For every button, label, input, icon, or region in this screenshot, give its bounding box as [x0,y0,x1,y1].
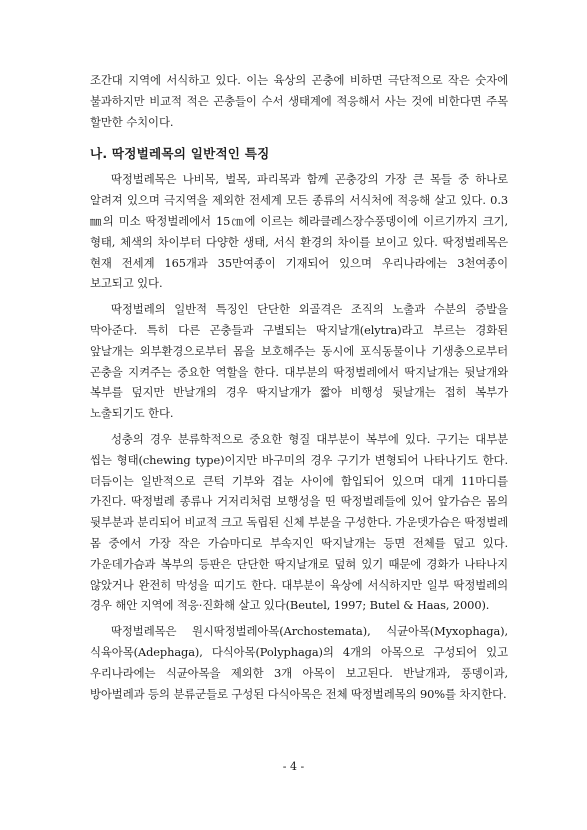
page-content [90,70,508,704]
body-paragraph-2: 딱정벌레의 일반적 특징인 단단한 외골격은 조직의 노출과 수분의 증발을 막아준다. 특히 다른 곤충들과 구별되는 딱지날개(elytra)라고 부르는 경화된 앞날개는 외부환경으로부터 몸을 보호해주는 동시에 포식동물이나 기생충으로부터 곤충을 지켜주는 중요한 역할을 한다. 대부분의 딱정벌레에서 딱지날개는 뒷날개와 복부를 덮지만 반날개의 경우 딱지날개가 짧아 비행성 뒷날개는 접히 복부가 노출되기도 한다. [90,302,508,421]
intro-paragraph: 조간대 지역에 서식하고 있다. 이는 육상의 곤충에 비하면 극단적으로 작은 숫자에 불과하지만 비교적 적은 곤충들이 수서 생태계에 적응해서 사는 것에 비한다면 주목 할만한 수치이다. [90,73,508,129]
page-number: - 4 - [282,760,305,773]
body-paragraph-3: 성충의 경우 분류학적으로 중요한 형질 대부분이 복부에 있다. 구기는 대부분 씹는 형태(chewing type)이지만 바구미의 경우 구기가 변형되어 나타나기도 한다. 더듬이는 일반적으로 큰턱 기부와 겹눈 사이에 함입되어 있으며 대게 11마디를 가진다. 딱정벌레 종류나 거저리처럼 보행성을 띤 딱정벌레들에 있어 앞가슴은 몸의 뒷부분과 분리되어 비교적 크고 독립된 신체 부분을 구성한다. 가운뎃가슴은 딱정벌레 몸 중에서 가장 작은 가슴마디로 부속지인 딱지날개는 등면 전체를 덮고 있다. 가운데가슴과 복부의 등판은 단단한 딱지날개로 덮혀 있기 때문에 경화가 나타나지 않았거나 완전히 막성을 띠기도 한다. 대부분이 육상에 서식하지만 일부 딱정벌레의 경우 해안 지역에 적응·진화해 살고 있다(Beutel, 1997; Butel & Haas, 2000). [90,431,508,613]
body-paragraph-1: 딱정벌레목은 나비목, 벌목, 파리목과 함께 곤충강의 가장 큰 목들 중 하나로 알려져 있으며 극지역을 제외한 전세계 모든 종류의 서식처에 적응해 살고 있다. 0.3㎜의 미소 딱정벌레에서 15㎝에 이르는 헤라클레스장수풍뎅이에 이르기까지 크기, 형태, 체색의 차이부터 다양한 생태, 서식 환경의 차이를 보이고 있다. 딱정벌레목은 현재 전세계 165개과 35만여종이 기재되어 있으며 우리나라에는 3천여종이 보고되고 있다. [90,172,508,291]
section-heading: 나. 딱정벌레목의 일반적인 특징 [90,146,270,162]
body-paragraph-4: 딱정벌레목은 원시딱정벌레아목(Archostemata), 식균아목(Myxophaga), 식육아목(Adephaga), 다식아목(Polyphaga)의 4개의 아목으로 구성되어 있고 우리나라에는 식균아목을 제외한 3개 아목이 보고된다. 반날개과, 풍뎅이과, 방아벌레과 등의 분류군들로 구성된 다식아목은 전체 딱정벌레목의 90%를 차지한다. [90,624,508,701]
